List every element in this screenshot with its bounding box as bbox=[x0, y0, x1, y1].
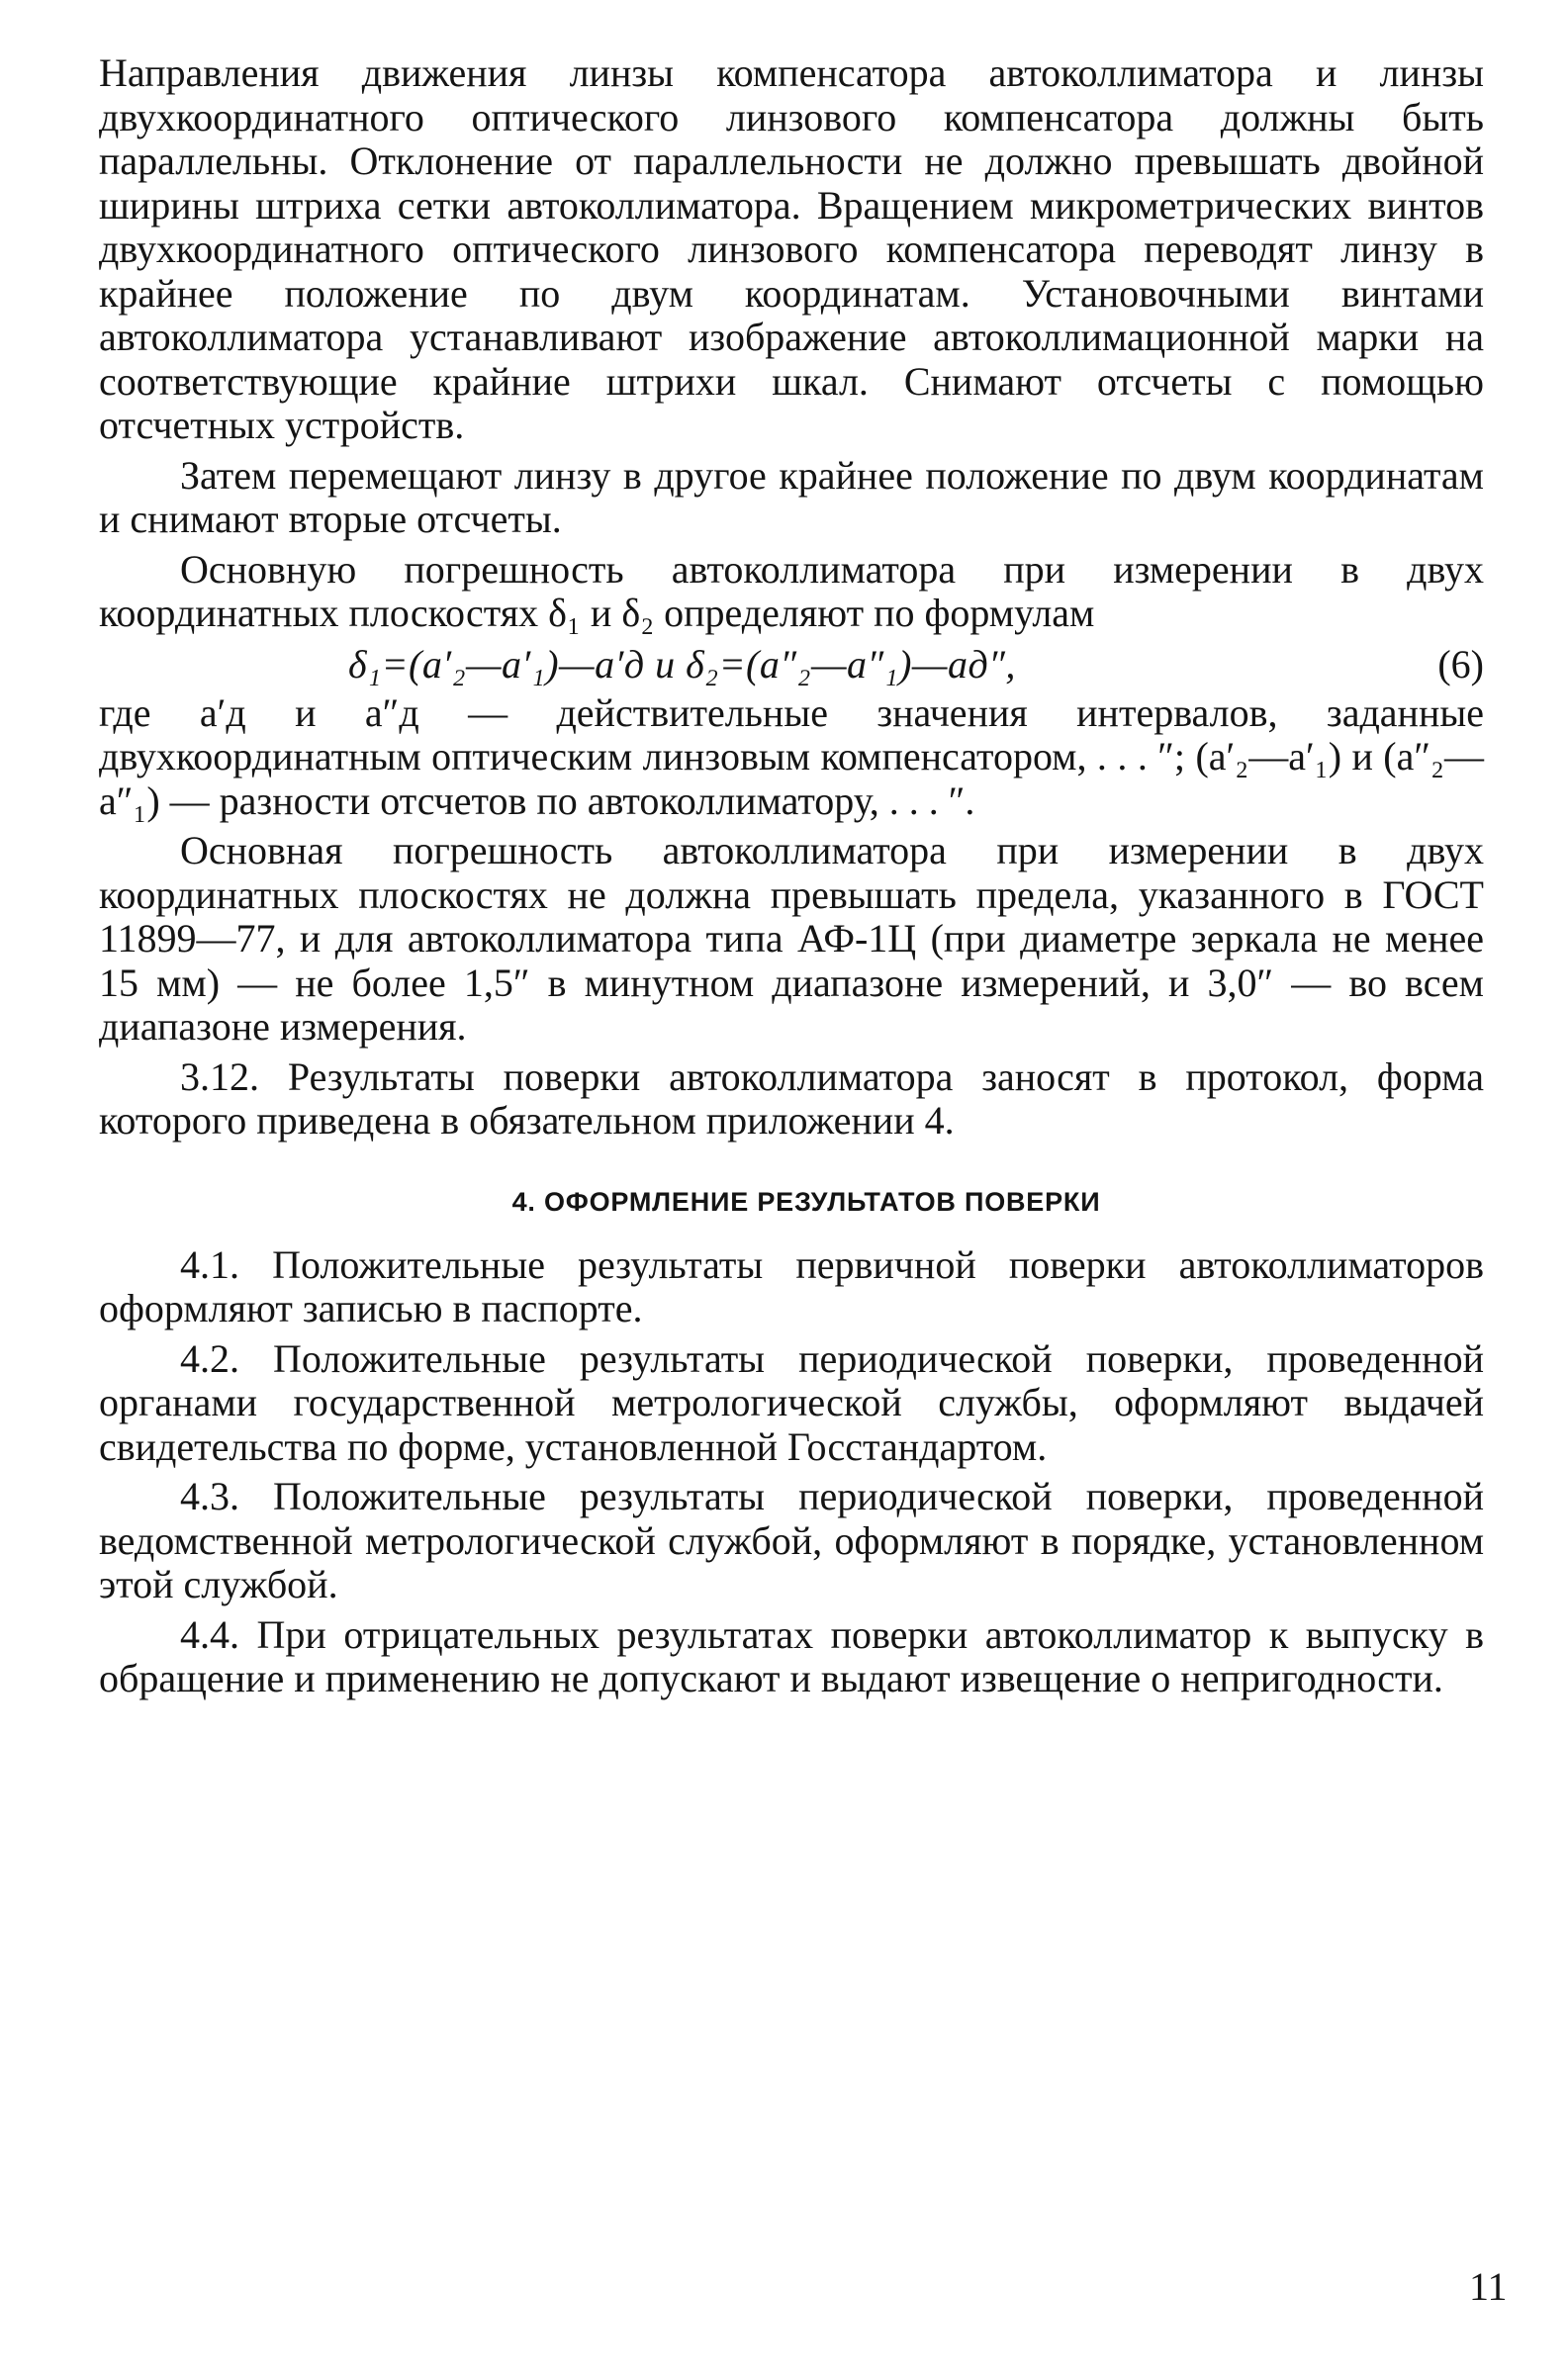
formula-number: (6) bbox=[1437, 641, 1484, 686]
paragraph-3-12: 3.12. Результаты поверки автоколлиматора заносят в протокол, форма которого приведена в обязательном приложении 4. bbox=[99, 1053, 1484, 1143]
paragraph-error-limit: Основная погрешность автоколлиматора при измерении в двух координатных плоскостях не должна превышать предела, указанного в ГОСТ 11899—77, и для автоколлиматора типа АФ-1Ц (при диаметре зеркала не менее 15 мм) — не более 1,5″ в минутном диапазоне измерений, и 3,0″ — во всем диапазоне измерения. bbox=[99, 828, 1484, 1049]
paragraph-4-4: 4.4. При отрицательных результатах поверки автоколлиматор к выпуску в обращение и применению не допускают и выдают извещение о непригодности. bbox=[99, 1611, 1484, 1700]
paragraph-main-error-intro: Основную погрешность автоколлиматора при измерении в двух координатных плоскостях δ₁ и δ₂ определяют по формулам bbox=[99, 546, 1484, 635]
paragraph-4-3: 4.3. Положительные результаты периодической поверки, проведенной ведомственной метрологической службой, оформляют в порядке, установленном этой службой. bbox=[99, 1474, 1484, 1606]
section-heading: 4. ОФОРМЛЕНИЕ РЕЗУЛЬТАТОВ ПОВЕРКИ bbox=[511, 1186, 1101, 1217]
page-number: 11 bbox=[1469, 2264, 1508, 2309]
document-page bbox=[99, 51, 1484, 1701]
paragraph-4-1: 4.1. Положительные результаты первичной поверки автоколлиматоров оформляют записью в паспорте. bbox=[99, 1241, 1484, 1330]
formula-6: δ₁=(a′₂—a′₁)—a′д и δ₂=(a″₂—a″₁)—aд″, bbox=[348, 641, 1016, 686]
paragraph-second-readings: Затем перемещают линзу в другое крайнее положение по двум координатам и снимают вторые отсчеты. bbox=[99, 452, 1484, 541]
paragraph-4-2: 4.2. Положительные результаты периодической поверки, проведенной органами государственной метрологической службы, оформляют выдачей свидетельства по форме, установленной Госстандартом. bbox=[99, 1335, 1484, 1469]
paragraph-lens-parallelism: Направления движения линзы компенсатора автоколлиматора и линзы двухкоординатного оптического линзового компенсатора должны быть параллельны. Отклонение от параллельности не должно превышать двойной ширины штриха сетки автоколлиматора. Вращением микрометрических винтов двухкоординатного оптического линзового компенсатора переводят линзу в крайнее положение по двум координатам. Установочными винтами автоколлиматора устанавливают изображение автоколлимационной марки на соответствующие крайние штрихи шкал. Снимают отсчеты с помощью отсчетных устройств. bbox=[99, 50, 1484, 447]
formula-explanation: где a′д и a″д — действительные значения интервалов, заданные двухкоординатным оптическим линзовым компенсатором, . . . ″; (a′₂—a′₁) и (a″₂—a″₁) — разности отсчетов по автоколлиматору, . . . ″. bbox=[99, 689, 1484, 823]
formula-row bbox=[99, 640, 1484, 689]
